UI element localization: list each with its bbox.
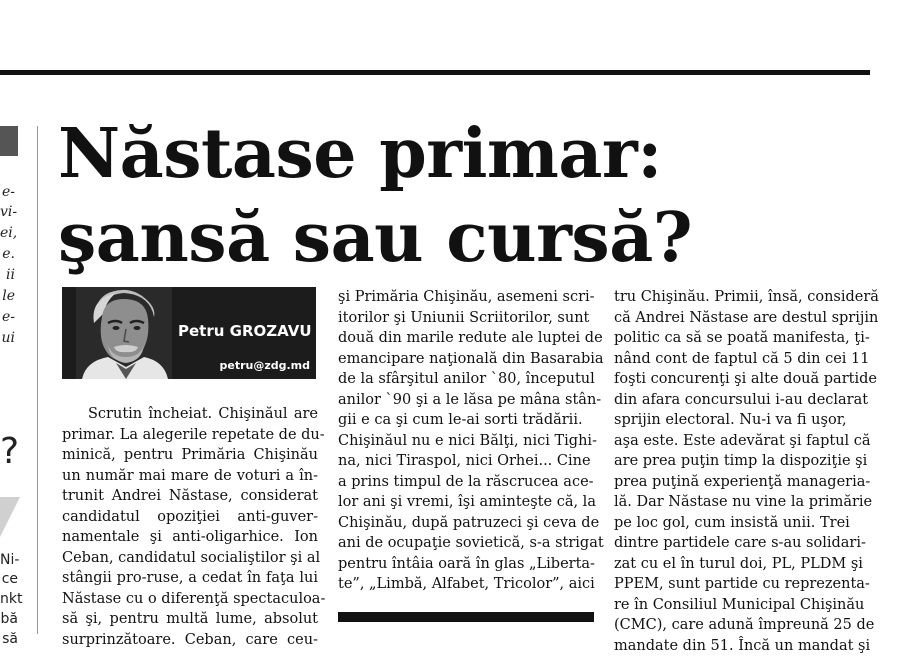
left-fragment-line: vi-	[0, 201, 15, 224]
text-line: surprinzătoare. Ceban, care ceu-	[62, 630, 318, 651]
left-fragment-shape	[0, 497, 20, 537]
left-fragment-line: ui	[0, 327, 15, 350]
text-line: PPEM, sunt partide cu reprezenta-	[614, 574, 872, 595]
author-box	[62, 287, 316, 379]
text-line: mandate din 51. Încă un mandat şi	[614, 636, 872, 656]
top-rule	[0, 70, 870, 75]
left-fragment-line: ii	[0, 264, 15, 287]
text-line: două din marile redute ale luptei de	[338, 328, 596, 349]
text-line: lă. Dar Năstase nu vine la primărie	[614, 492, 872, 513]
text-line: un număr mai mare de voturi a în-	[62, 466, 318, 487]
article-headline	[58, 112, 868, 280]
text-line: sprijin electoral. Nu-i va fi uşor,	[614, 410, 872, 431]
text-line: candidatul opoziţiei anti-guver-	[62, 507, 318, 528]
left-fragment-line: le	[0, 285, 15, 308]
left-fragment-line: ce	[0, 569, 18, 589]
text-line: nând cont de faptul că 5 din cei 11	[614, 349, 872, 370]
text-line: din afara concursului i-au declarat	[614, 390, 872, 411]
text-line: dintre partidele care s-au solidari-	[614, 533, 872, 554]
author-photo	[76, 287, 172, 379]
text-line: itorilor şi Uniunii Scriitorilor, sunt	[338, 308, 596, 329]
text-line: Ceban, candidatul socialiştilor şi al	[62, 548, 318, 569]
left-fragment-line: să	[0, 629, 18, 649]
left-fragment-question-mark: ?	[0, 432, 19, 472]
text-line: de la sfârşitul anilor `80, începutul	[338, 369, 596, 390]
column-divider	[37, 126, 38, 634]
text-line: trunit Andrei Năstase, considerat	[62, 486, 318, 507]
left-fragment-line: Ni-	[0, 550, 18, 570]
text-line: a prins timpul de la răscrucea ace-	[338, 472, 596, 493]
article-column-3	[614, 287, 872, 656]
text-line: Năstase cu o diferenţă spectaculoa-	[62, 589, 318, 610]
left-fragment-line: nkt	[0, 589, 18, 609]
text-line: şi Primăria Chişinău, asemeni scri-	[338, 287, 596, 308]
text-line: are prea puţin timp la dispoziţie şi	[614, 451, 872, 472]
text-line: anilor `90 şi a le lăsa pe mâna stân-	[338, 390, 596, 411]
article-column-2	[338, 287, 596, 595]
text-line: politic ca să se poată manifesta, ţi-	[614, 328, 872, 349]
column-end-rule	[338, 612, 594, 622]
left-fragment-line: e-	[0, 181, 15, 204]
text-line: tru Chişinău. Primii, însă, consideră	[614, 287, 872, 308]
text-line: (CMC), care adună împreună 25 de	[614, 615, 872, 636]
left-fragment-line: bă	[0, 609, 18, 629]
text-line: primar. La alegerile repetate de du-	[62, 425, 318, 446]
text-line: zat cu el în turul doi, PL, PLDM şi	[614, 554, 872, 575]
author-name: Petru GROZAVU	[178, 322, 312, 340]
text-line: Scrutin încheiat. Chişinăul are	[62, 404, 318, 425]
text-line: prea puţină experienţă manageria-	[614, 472, 872, 493]
text-line: aşa este. Este adevărat şi faptul că	[614, 431, 872, 452]
text-line: ani de ocupaţie sovietică, s-a strigat	[338, 533, 596, 554]
headline-line: şansă sau cursă?	[58, 196, 868, 280]
text-line: na, nici Tiraspol, nici Orhei... Cine	[338, 451, 596, 472]
text-line: Chişinăul nu e nici Bălţi, nici Tighi-	[338, 431, 596, 452]
author-email[interactable]: petru@zdg.md	[219, 359, 310, 372]
text-line: emancipare naţională din Basarabia	[338, 349, 596, 370]
headline-line: Năstase primar:	[58, 112, 868, 196]
text-line: foşti concurenţi şi alte două partide	[614, 369, 872, 390]
left-fragment-line: e-	[0, 306, 15, 329]
text-line: lor ani şi vremi, îşi aminteşte că, la	[338, 492, 596, 513]
left-column-block	[0, 126, 18, 156]
text-line: te”, „Limbă, Alfabet, Tricolor”, aici	[338, 574, 596, 595]
left-fragment-line: e.	[0, 243, 15, 266]
text-line: stângii pro-ruse, a cedat în faţa lui	[62, 568, 318, 589]
text-line: gii e ca şi cum le-ai sorti trădării.	[338, 410, 596, 431]
left-fragment-line: ei,	[0, 222, 15, 245]
text-line: minică, pentru Primăria Chişinău	[62, 445, 318, 466]
text-line: re în Consiliul Municipal Chişinău	[614, 595, 872, 616]
text-line: namentale şi anti-oligarhice. Ion	[62, 527, 318, 548]
article-column-1	[62, 404, 318, 650]
text-line: pentru întâia oară în glas „Liberta-	[338, 554, 596, 575]
text-line: pe loc gol, cum insistă unii. Trei	[614, 513, 872, 534]
text-line: Chişinău, după patruzeci şi ceva de	[338, 513, 596, 534]
text-line: să şi, pentru multă lume, absolut	[62, 609, 318, 630]
text-line: că Andrei Năstase are destul sprijin	[614, 308, 872, 329]
